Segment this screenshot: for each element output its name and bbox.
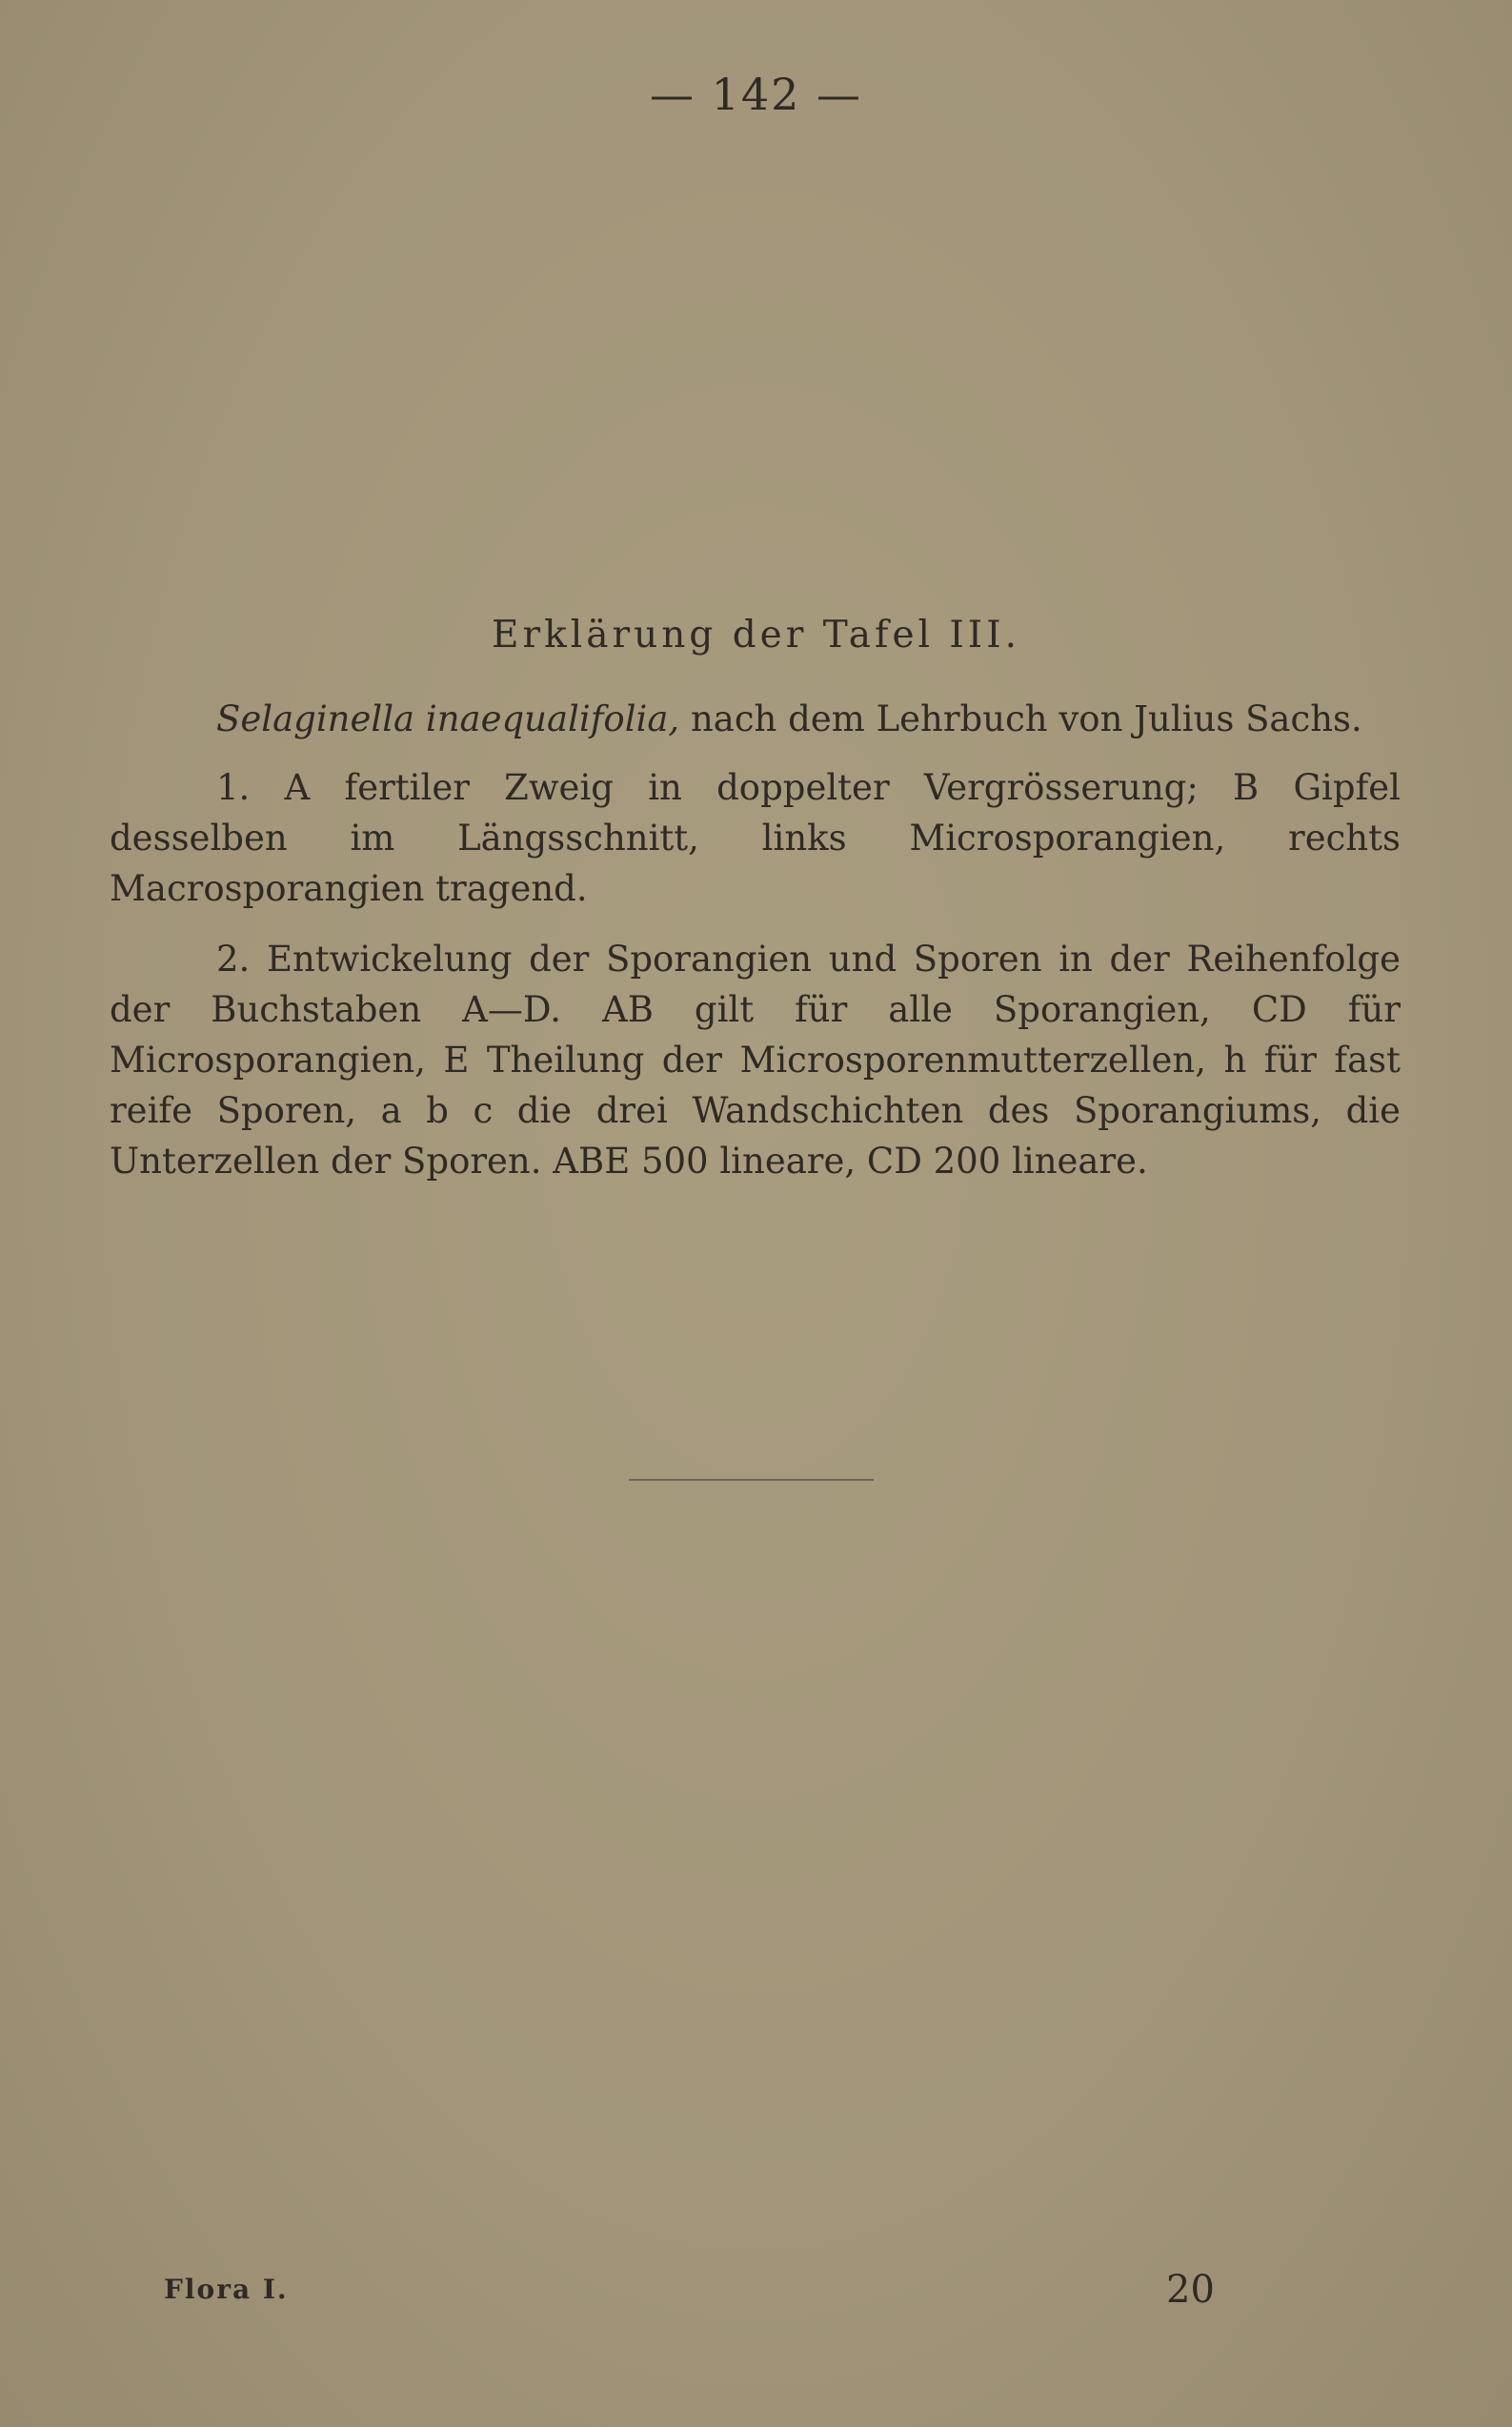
intro-line (110, 694, 1401, 744)
intro-text: nach dem Lehrbuch von Julius Sachs. (679, 698, 1362, 739)
page-number: — 142 — (649, 69, 863, 120)
paragraph-1: 1. A fertiler Zweig in doppelter Vergrösserung; B Gipfel desselben im Längsschnitt, links Microsporangien, rechts Macrosporangien tragend. (110, 767, 1401, 909)
footer-sheet-number: 20 (1166, 2268, 1215, 2312)
plate-heading: Erklärung der Tafel III. (491, 614, 1021, 657)
footer-signature: Flora I. (164, 2274, 289, 2305)
paragraph-2: 2. Entwickelung der Sporangien und Sporen in der Reihenfolge der Buchstaben A—D. AB gilt für alle Sporangien, CD für Microsporangien, E Theilung der Microsporenmutterzellen, h für fast reife Sporen, a b c die drei Wandschichten des Sporangiums, die Unterzellen der Sporen. ABE 500 lineare, CD 200 lineare. (110, 939, 1401, 1182)
section-divider (629, 1479, 874, 1481)
species-name: Selaginella inaequalifolia, (216, 698, 680, 739)
